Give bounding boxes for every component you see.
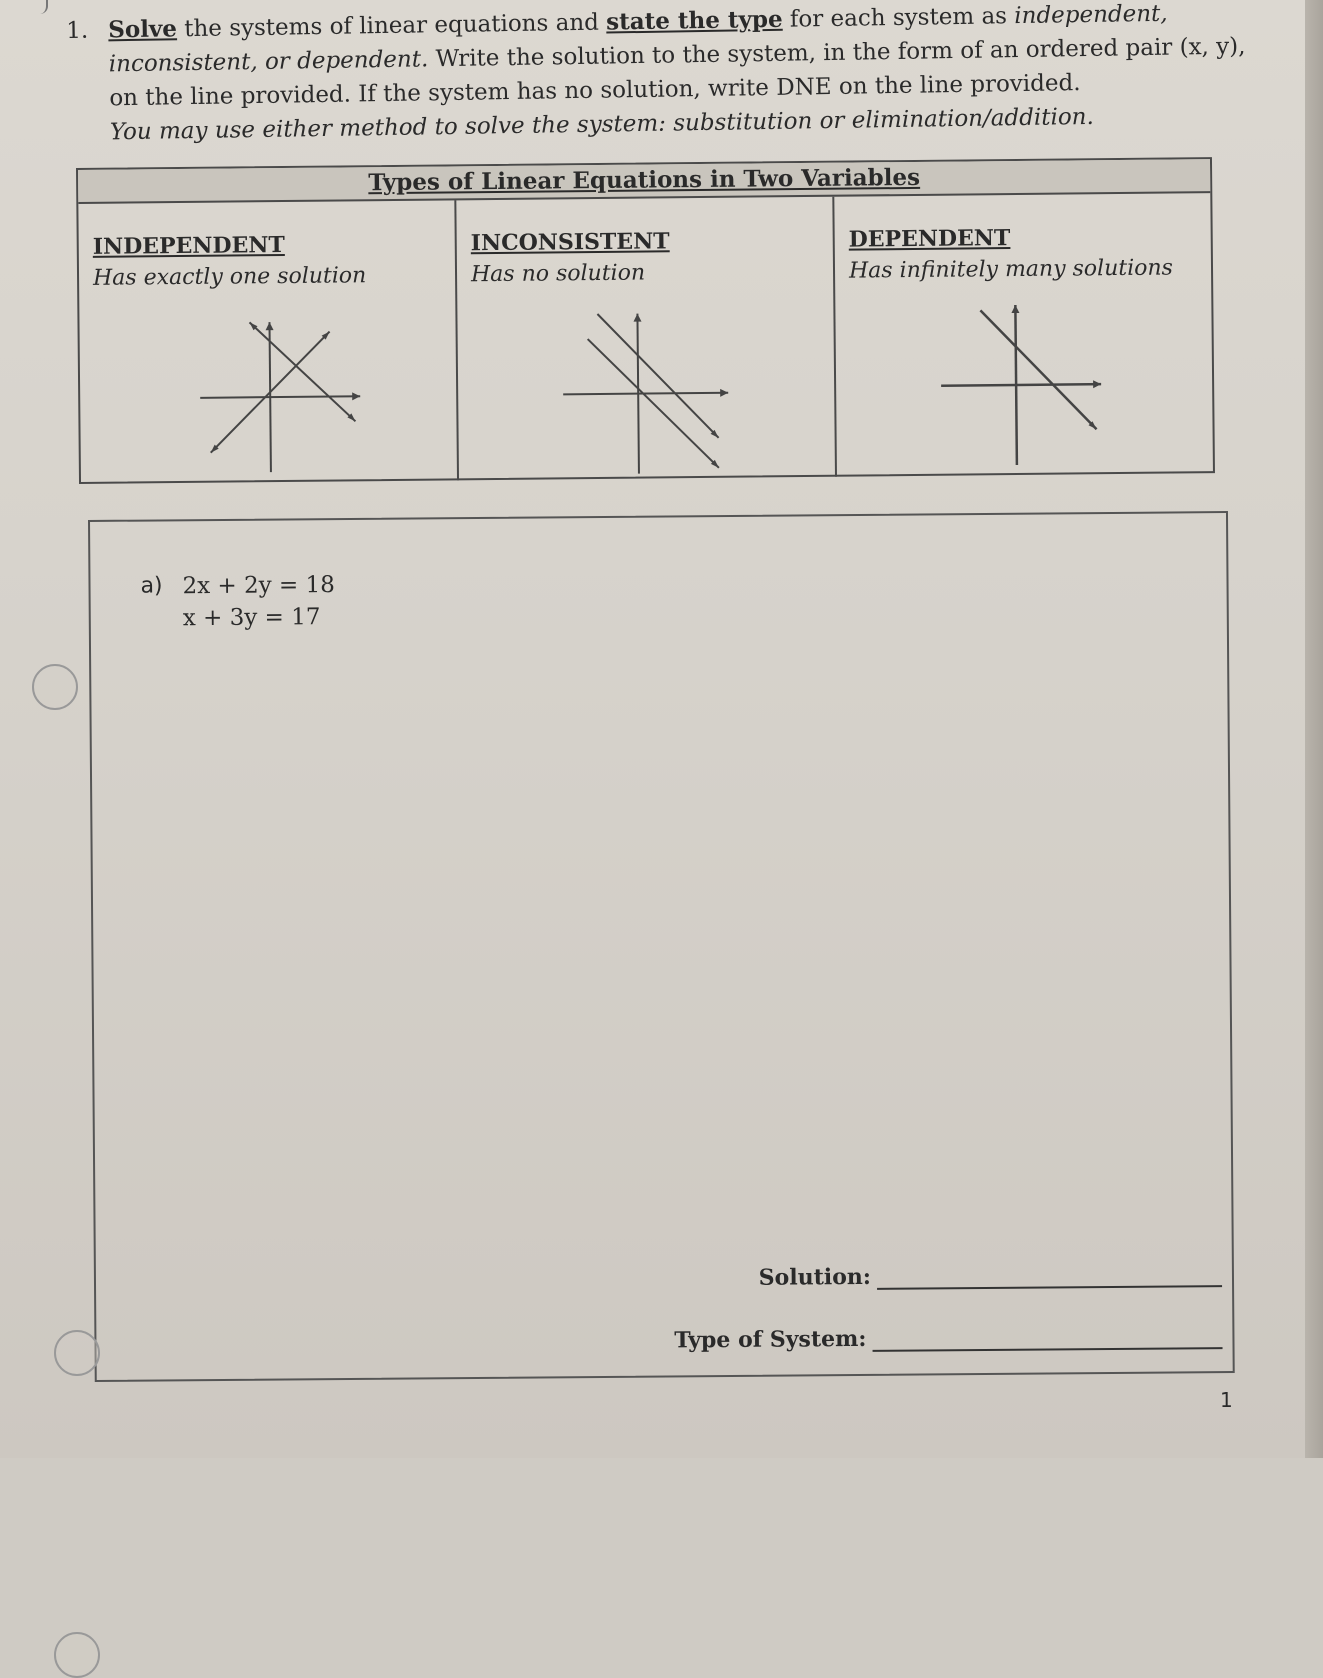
- inconsistent-graph: [557, 308, 739, 480]
- solve-word: Solve: [108, 15, 178, 44]
- types-table-row: [78, 193, 1213, 484]
- types-table-header: Types of Linear Equations in Two Variables: [78, 159, 1210, 204]
- page-edge: [1305, 0, 1323, 1458]
- dependent-graph: [935, 299, 1117, 471]
- page-number: 1: [1220, 1388, 1233, 1412]
- instructions-text-1: the systems of linear equations and: [176, 9, 607, 43]
- dependent-cell: [834, 193, 1213, 477]
- type-row: [674, 1323, 1222, 1353]
- binder-hole-lower: [54, 1330, 100, 1376]
- dependent-title: DEPENDENT: [848, 225, 1011, 253]
- equation-2: x + 3y = 17: [182, 604, 321, 632]
- question-number: 1.: [66, 17, 89, 44]
- independent-word: independent,: [1014, 0, 1168, 30]
- dependent-subtitle: Has infinitely many solutions: [848, 255, 1174, 284]
- binder-hole-top: [32, 664, 78, 710]
- inconsistent-subtitle: Has no solution: [470, 260, 646, 288]
- instructions-line-2-rest: Write the solution to the system, in the form of an ordered pair (x, y),: [428, 33, 1246, 73]
- equation-1: 2x + 2y = 18: [182, 572, 335, 600]
- problem-a-box: [88, 511, 1235, 1382]
- instructions-line-3: on the line provided. If the system has no solution, write DNE on the line provided.: [109, 70, 1081, 112]
- type-of-system-label: Type of System:: [674, 1325, 867, 1354]
- state-type-word: state the type: [605, 5, 783, 36]
- types-table: [76, 157, 1215, 484]
- instructions-text-2: for each system as: [782, 3, 1015, 33]
- type-answer-line[interactable]: [872, 1325, 1222, 1352]
- solution-answer-line[interactable]: [877, 1263, 1222, 1290]
- independent-subtitle: Has exactly one solution: [92, 263, 367, 291]
- independent-cell: [78, 200, 459, 484]
- independent-title: INDEPENDENT: [92, 232, 285, 260]
- solution-row: [759, 1261, 1222, 1291]
- inconsistent-cell: [456, 197, 837, 481]
- instructions-line-4: You may use either method to solve the system: substitution or elimination/addition.: [109, 103, 1095, 146]
- independent-graph: [189, 311, 371, 483]
- binder-hole-bottom: [54, 1632, 100, 1678]
- solution-label: Solution:: [758, 1263, 872, 1291]
- inconsistent-title: INCONSISTENT: [470, 228, 670, 257]
- instructions: [66, 0, 1248, 150]
- problem-a-label: a): [140, 573, 163, 599]
- types-italic: inconsistent, or dependent.: [108, 46, 429, 78]
